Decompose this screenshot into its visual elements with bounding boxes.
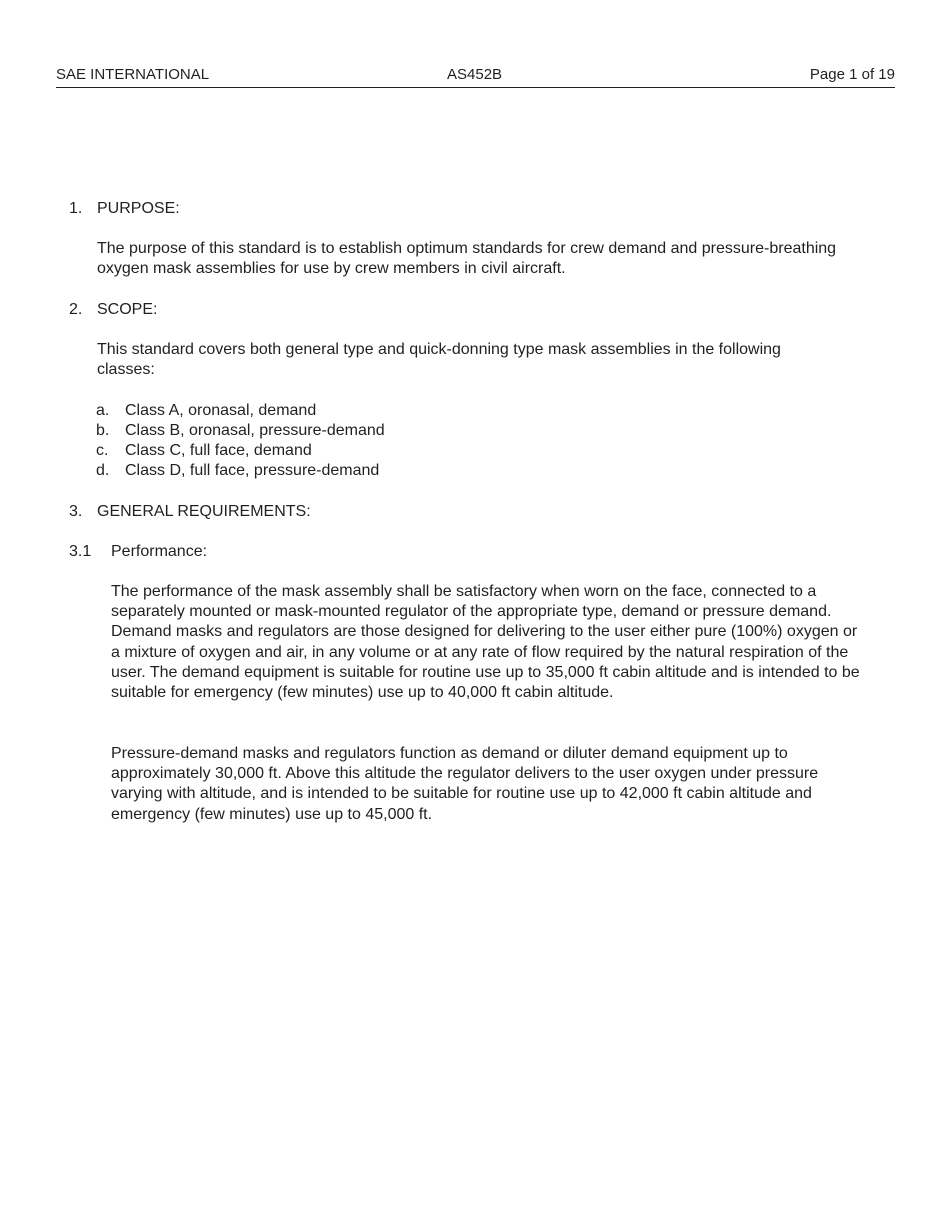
- section-number: 1.: [69, 200, 83, 217]
- purpose-paragraph: The purpose of this standard is to establish optimum standards for crew demand and pressure-breathing oxygen mask assemblies for use by crew members in civil aircraft.: [97, 240, 837, 278]
- performance-paragraph-2: Pressure-demand masks and regulators function as demand or diluter demand equipment up to approximately 30,000 ft. Above this altitude the regulator delivers to the user oxygen under pressure varying with altitude, and is intended to be suitable for routine use up to 42,000 ft cabin altitude and emergency (few minutes) use up to 45,000 ft.: [111, 745, 819, 823]
- list-item-text: Class A, oronasal, demand: [125, 402, 317, 419]
- section-number: 3.: [69, 503, 83, 520]
- list-item-text: Class B, oronasal, pressure-demand: [125, 422, 385, 439]
- header-organization: SAE INTERNATIONAL: [56, 66, 210, 83]
- list-item-text: Class D, full face, pressure-demand: [125, 462, 380, 479]
- list-marker: a.: [96, 402, 110, 419]
- list-marker: d.: [96, 462, 110, 479]
- page-header: [56, 66, 895, 88]
- scope-paragraph: This standard covers both general type and quick-donning type mask assemblies in the following classes:: [97, 341, 781, 379]
- header-document-number: AS452B: [447, 66, 503, 83]
- section-title: PURPOSE:: [97, 200, 180, 217]
- list-marker: b.: [96, 422, 110, 439]
- list-item-text: Class C, full face, demand: [125, 442, 312, 459]
- section-title: SCOPE:: [97, 301, 158, 318]
- subsection-title: Performance:: [111, 543, 208, 560]
- subsection-number: 3.1: [69, 543, 92, 560]
- performance-paragraph-1: The performance of the mask assembly shall be satisfactory when worn on the face, connected to a separately mounted or mask-mounted regulator of the appropriate type, demand or pressure demand. Demand masks and regulators are those designed for delivering to the user either pure (100%) oxygen or a mixture of oxygen and air, in any volume or at any rate of flow required by the natural respiration of the user. The demand equipment is suitable for routine use up to 35,000 ft cabin altitude and is intended to be suitable for emergency (few minutes) use up to 40,000 ft cabin altitude.: [111, 583, 860, 702]
- section-number: 2.: [69, 301, 83, 318]
- header-page-number: Page 1 of 19: [809, 66, 895, 83]
- list-marker: c.: [96, 442, 109, 459]
- section-title: GENERAL REQUIREMENTS:: [97, 503, 311, 520]
